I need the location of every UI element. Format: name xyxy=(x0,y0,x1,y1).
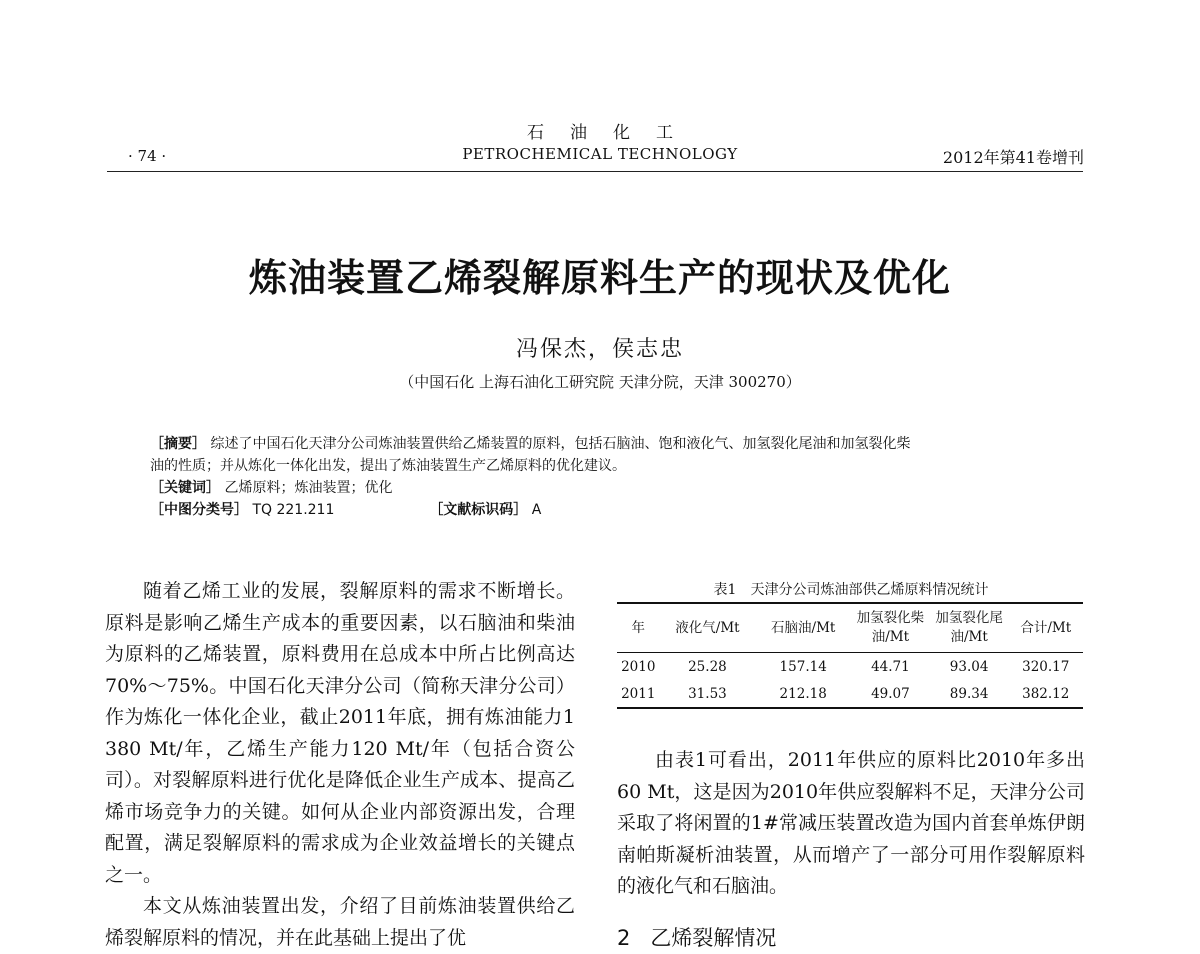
table-header-row xyxy=(617,603,1083,653)
table-row xyxy=(617,680,1083,708)
table-cell: 212.18 xyxy=(779,685,827,702)
article-authors: 冯保杰，侯志忠 xyxy=(515,337,684,362)
table-cell: 93.04 xyxy=(949,658,989,675)
table-cell: 2011 xyxy=(621,685,656,702)
section-number: 2 xyxy=(617,926,631,950)
page-number: · 74 · xyxy=(128,147,167,165)
body-right-column xyxy=(617,745,1085,903)
clc-code: TQ 221.211 xyxy=(252,502,335,518)
intro-paragraph: 随着乙烯工业的发展，裂解原料的需求不断增长。原料是影响乙烯生产成本的重要因素，以石脑油和柴油为原料的乙烯装置，原料费用在总成本中所占比例高达70%～75%。中国石化天津分公司（简称天津分公司）作为炼化一体化企业，截止2011年底，拥有炼油能力1 380 Mt/年，乙烯生产能力120 Mt/年（包括合资公司）。对裂解原料进行优化是降低企业生产成本、提高乙烯市场竞争力的关键。如何从企业内部资源出发，合理配置，满足裂解原料的需求成为企业效益增长的关键点之一。 xyxy=(105,580,575,886)
table-header-cell: 合计/Mt xyxy=(1020,619,1072,636)
table-header-cell: 加氢裂化柴油/Mt xyxy=(856,610,925,645)
keywords-label: ［关键词］ xyxy=(150,480,220,496)
table-cell: 320.17 xyxy=(1022,658,1070,675)
table-cell: 44.71 xyxy=(871,658,910,675)
section-heading xyxy=(617,922,796,952)
article-title: 炼油装置乙烯裂解原料生产的现状及优化 xyxy=(248,256,951,300)
abstract-line xyxy=(150,455,1050,477)
table-cell: 2010 xyxy=(621,658,656,675)
keywords-line xyxy=(150,477,1050,499)
abstract-block xyxy=(150,433,1050,521)
table-header-cell: 加氢裂化尾油/Mt xyxy=(935,610,1003,645)
keywords-text: 乙烯原料；炼油装置；优化 xyxy=(224,480,393,496)
abstract-label: ［摘要］ xyxy=(150,436,206,452)
abstract-text-1: 综述了中国石化天津分公司炼油装置供给乙烯装置的原料，包括石脑油、饱和液化气、加氢裂化尾油和加氢裂化柴 xyxy=(210,436,911,452)
section-title: 乙烯裂解情况 xyxy=(650,926,777,950)
header-rule xyxy=(107,171,1083,172)
table-cell: 382.12 xyxy=(1022,685,1070,702)
journal-name-en: PETROCHEMICAL TECHNOLOGY xyxy=(462,145,738,163)
classification-line xyxy=(150,499,1050,521)
clc-label: ［中图分类号］ xyxy=(150,502,248,518)
intro-paragraph-2: 本文从炼油装置出发，介绍了目前炼油装置供给乙烯裂解原料的情况，并在此基础上提出了优 xyxy=(105,895,575,949)
table-header-cell: 石脑油/Mt xyxy=(771,619,836,636)
abstract-text-2: 油的性质；并从炼化一体化出发，提出了炼油装置生产乙烯原料的优化建议。 xyxy=(150,458,626,474)
issue-info: 2012年第41卷增刊 xyxy=(942,148,1084,167)
doc-code-label: ［文献标识码］ xyxy=(429,502,528,518)
table-header-cell: 年 xyxy=(631,619,646,636)
abstract-line xyxy=(150,433,1050,455)
table-cell: 25.28 xyxy=(688,658,727,675)
table-header-cell: 液化气/Mt xyxy=(675,619,740,636)
table-cell: 31.53 xyxy=(688,685,727,702)
article-affiliation: （中国石化 上海石油化工研究院 天津分院，天津 300270） xyxy=(399,373,801,391)
data-table xyxy=(617,602,1083,709)
doc-code: A xyxy=(531,502,542,518)
journal-name-cn: 石油化工 xyxy=(527,123,699,143)
table-discussion-paragraph: 由表1可看出，2011年供应的原料比2010年多出60 Mt，这是因为2010年供应裂解料不足，天津分公司采取了将闲置的1#常减压装置改造为国内首套单炼伊朗南帕斯凝析油装置，从而增产了一部分可用作裂解原料的液化气和石脑油。 xyxy=(617,749,1085,897)
table-row xyxy=(617,653,1083,681)
body-left-column xyxy=(105,576,575,954)
table-cell: 157.14 xyxy=(779,658,827,675)
table-caption: 表1 天津分公司炼油部供乙烯原料情况统计 xyxy=(713,582,989,598)
table-cell: 49.07 xyxy=(871,685,910,702)
table-cell: 89.34 xyxy=(949,685,989,702)
